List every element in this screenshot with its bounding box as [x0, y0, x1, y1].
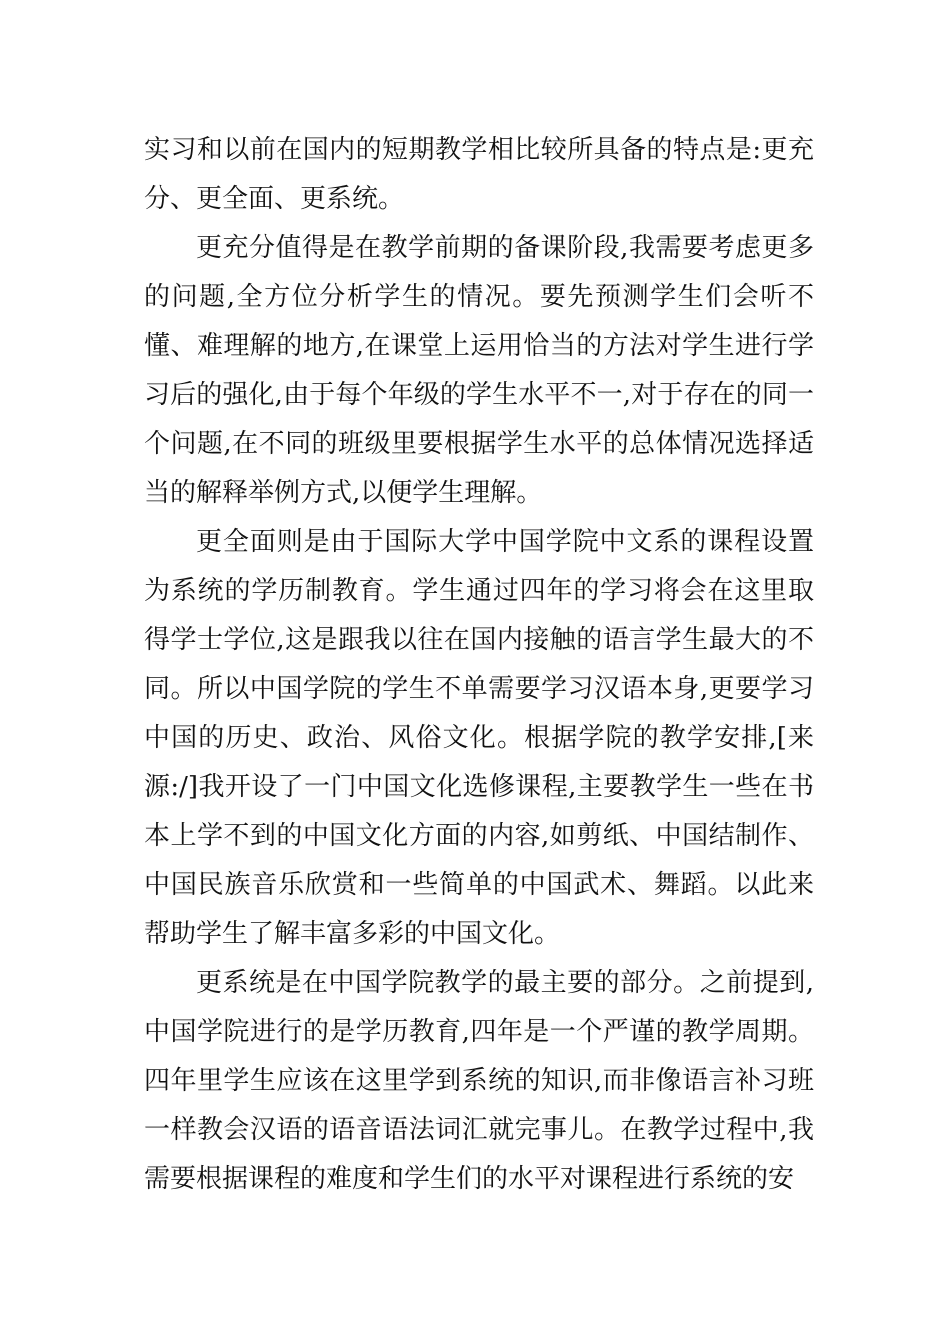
paragraph-more-systematic: 更系统是在中国学院教学的最主要的部分。之前提到,中国学院进行的是学历教育,四年是一个严谨的教学周期。四年里学生应该在这里学到系统的知识,而非像语言补习班一样教会汉语的语音语法词汇就完事儿。在教学过程中,我需要根据课程的难度和学生们的水平对课程进行系统的安	[144, 968, 814, 1194]
document-body	[144, 126, 814, 1204]
paragraph-more-thorough: 更充分值得是在教学前期的备课阶段,我需要考虑更多的问题,全方位分析学生的情况。要先预测学生们会听不懂、难理解的地方,在课堂上运用恰当的方法对学生进行学习后的强化,由于每个年级的学生水平不一,对于存在的同一个问题,在不同的班级里要根据学生水平的总体情况选择适当的解释举例方式,以便学生理解。	[144, 233, 814, 508]
paragraph-intro: 实习和以前在国内的短期教学相比较所具备的特点是:更充分、更全面、更系统。	[144, 135, 814, 214]
paragraph-more-comprehensive: 更全面则是由于国际大学中国学院中文系的课程设置为系统的学历制教育。学生通过四年的学习将会在这里取得学士学位,这是跟我以往在国内接触的语言学生最大的不同。所以中国学院的学生不单需要学习汉语本身,更要学习中国的历史、政治、风俗文化。根据学院的教学安排,[来源:/]我开设了一门中国文化选修课程,主要教学生一些在书本上学不到的中国文化方面的内容,如剪纸、中国结制作、中国民族音乐欣赏和一些简单的中国武术、舞蹈。以此来帮助学生了解丰富多彩的中国文化。	[144, 527, 814, 949]
